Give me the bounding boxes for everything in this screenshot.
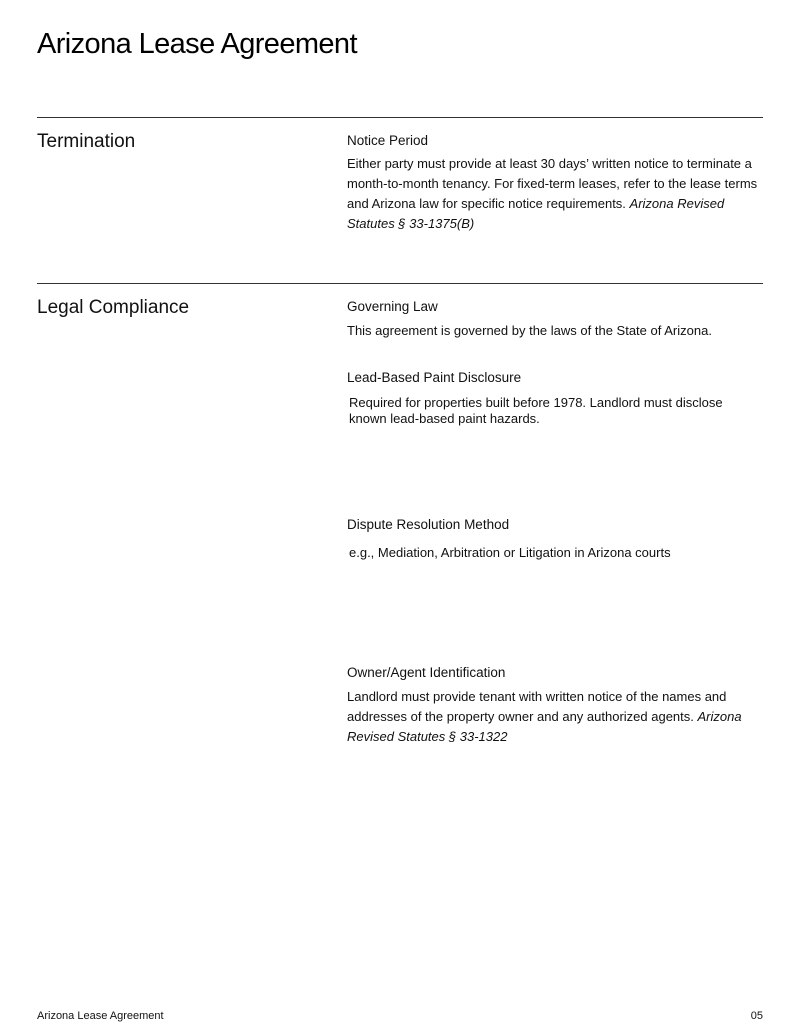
notice-period-label: Notice Period [347,133,429,148]
footer-title: Arizona Lease Agreement [37,1010,164,1022]
section-divider-legal-compliance [37,283,763,284]
dispute-resolution-label: Dispute Resolution Method [347,517,510,532]
page-title: Arizona Lease Agreement [37,28,357,60]
footer-page-number: 05 [750,1010,763,1022]
owner-agent-citation: Arizona Revised Statutes § 33-1322 [347,709,742,744]
dispute-resolution-value: e.g., Mediation, Arbitration or Litigation in Arizona courts [349,545,671,560]
owner-agent-label: Owner/Agent Identification [347,665,506,680]
section-heading-termination: Termination [37,131,136,152]
notice-period-text [347,154,763,234]
governing-law-text: This agreement is governed by the laws of the State of Arizona. [347,323,712,338]
governing-law-label: Governing Law [347,299,438,314]
section-divider-termination [37,117,763,118]
section-heading-legal-compliance: Legal Compliance [37,297,190,318]
lead-paint-value: Required for properties built before 1978. Landlord must disclose known lead-based paint hazards. [349,395,723,426]
notice-period-body: Either party must provide at least 30 days’ written notice to terminate a month-to-month tenancy. For fixed-term leases, refer to the lease terms and Arizona law for specific notice requirements. [347,156,758,211]
owner-agent-body: Landlord must provide tenant with written notice of the names and addresses of the property owner and any authorized agents. [347,689,727,724]
owner-agent-text [347,687,763,747]
notice-period-citation: Arizona Revised Statutes § 33-1375(B) [347,196,725,231]
lead-paint-label: Lead-Based Paint Disclosure [347,370,522,385]
